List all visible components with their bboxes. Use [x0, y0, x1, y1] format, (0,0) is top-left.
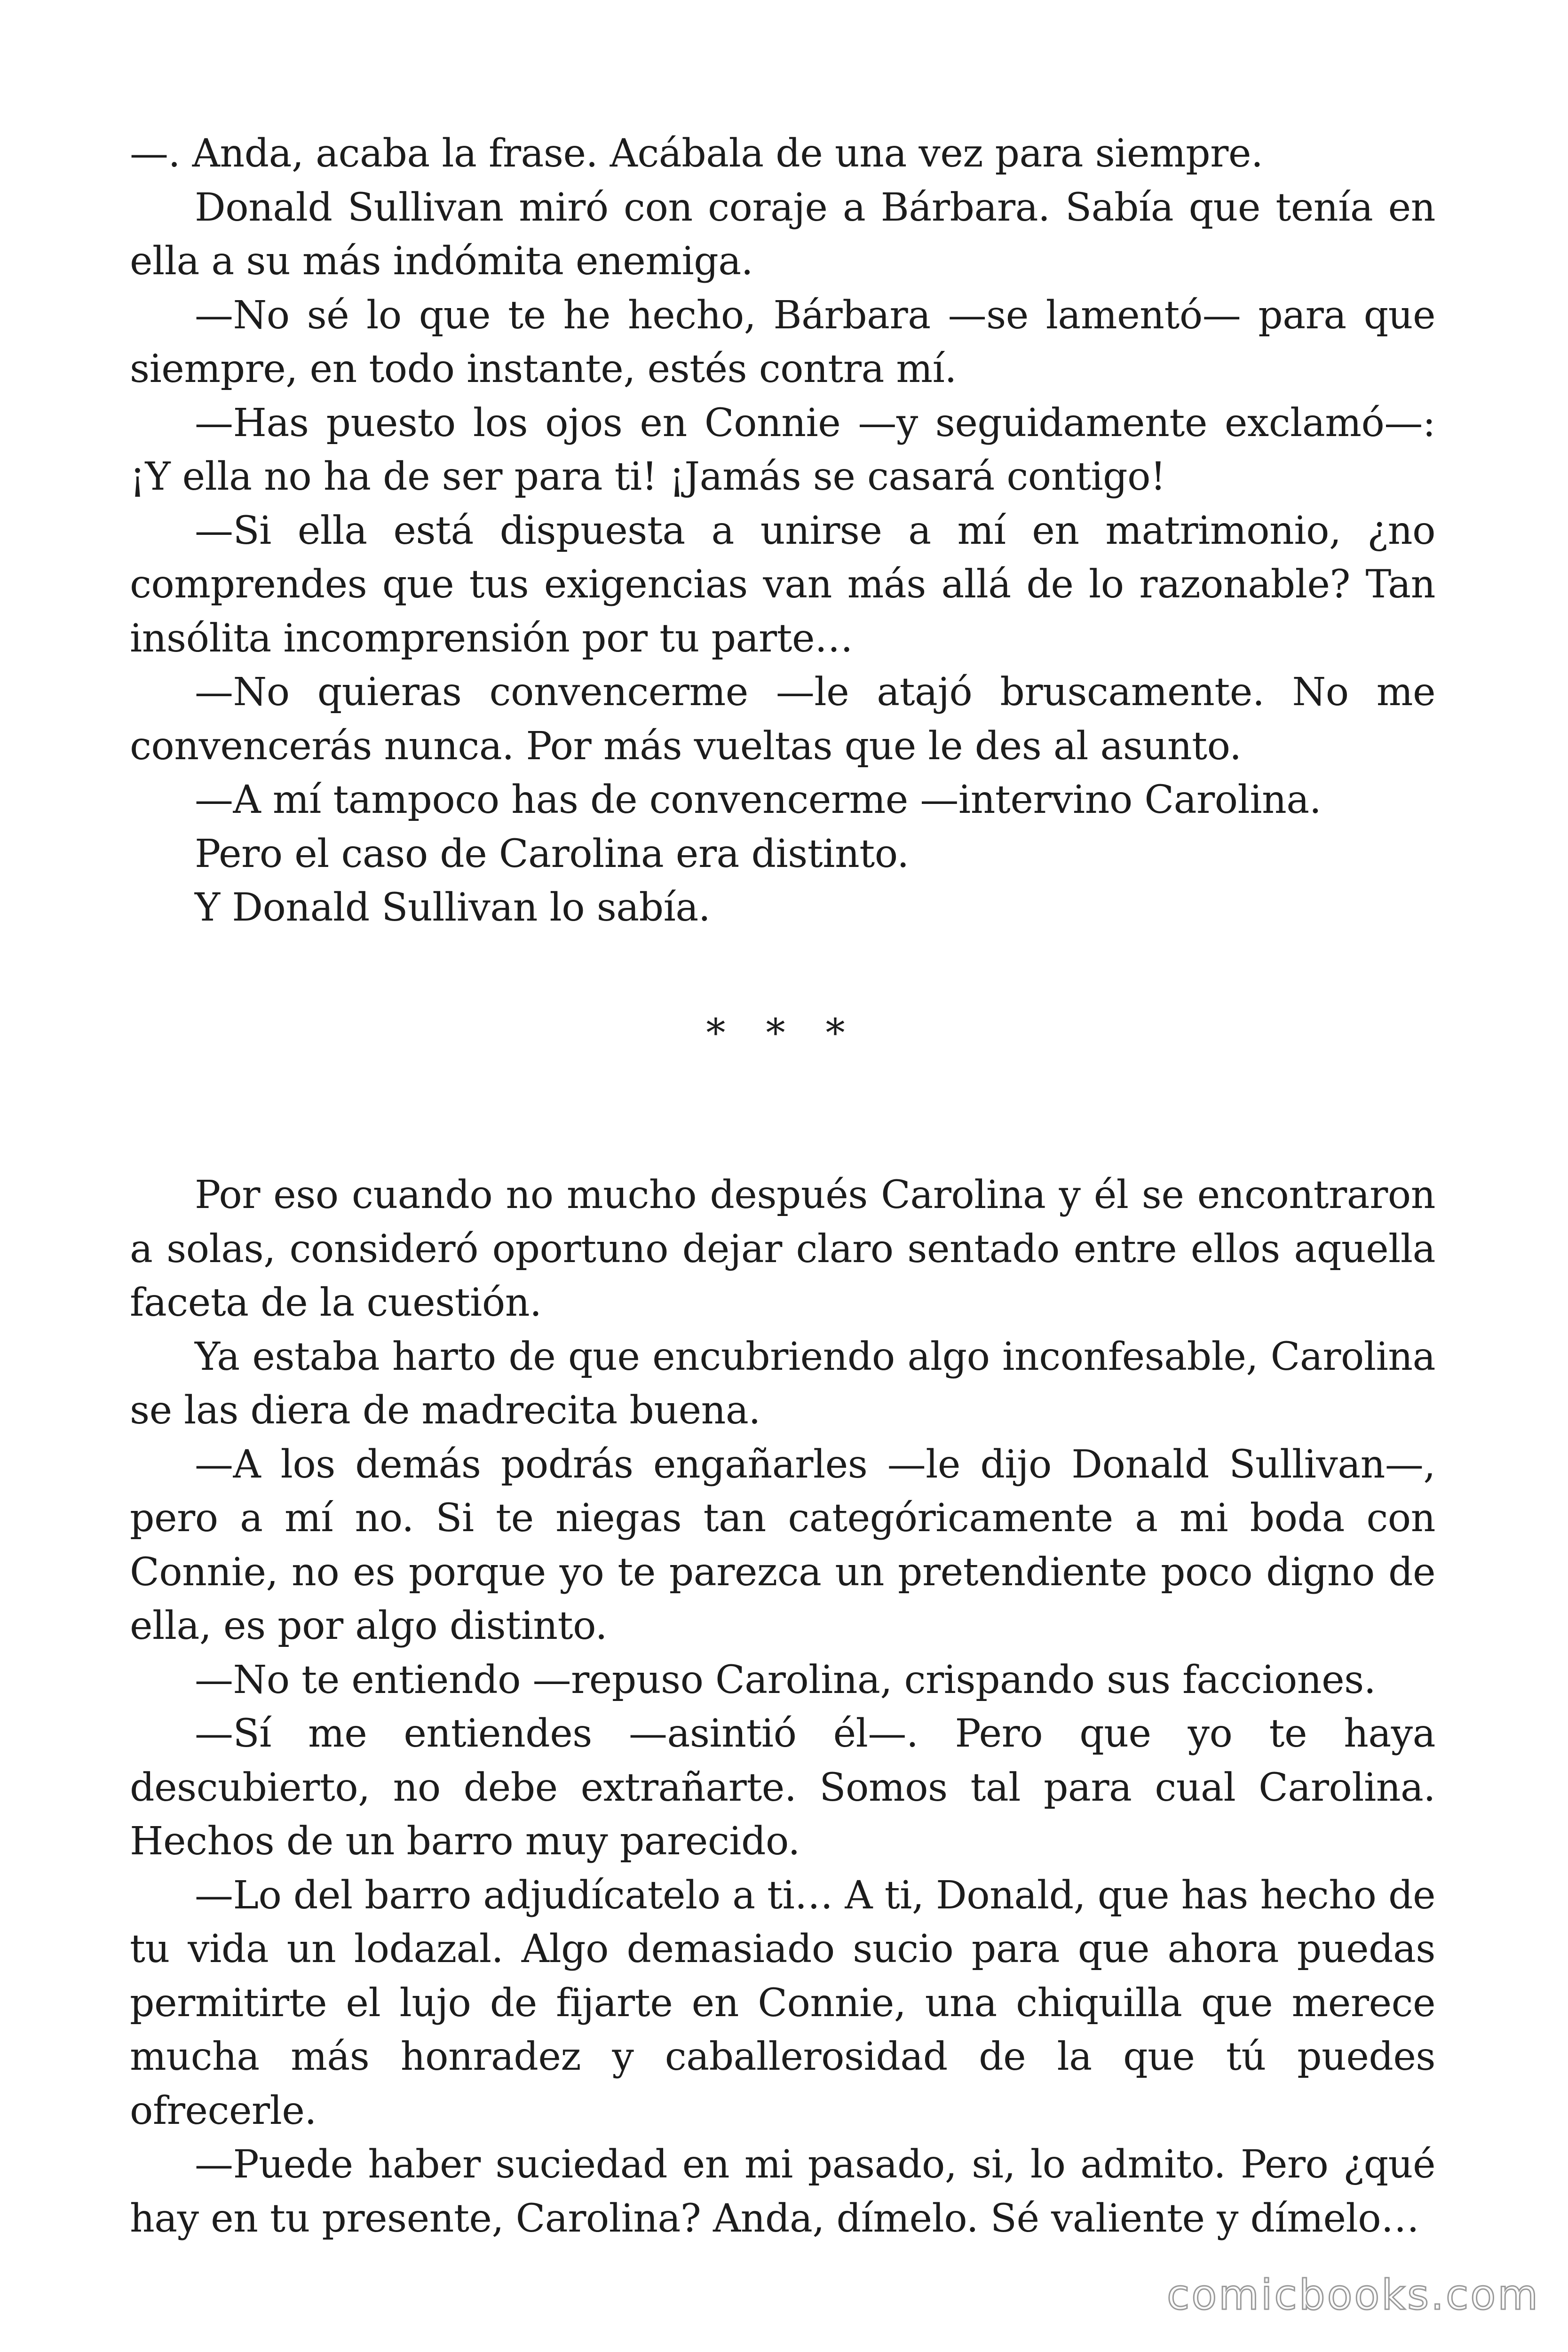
paragraph: —Sí me entiendes —asintió él—. Pero que yo te haya descubierto, no debe extrañarte. Somos tal para cual Carolina. Hechos de un barro muy parecido. [130, 1711, 1435, 1864]
paragraph: Ya estaba harto de que encubriendo algo inconfesable, Carolina se las diera de madrecita buena. [130, 1334, 1435, 1433]
paragraph: —Si ella está dispuesta a unirse a mí en matrimonio, ¿no comprendes que tus exigencias van más allá de lo razonable? Tan insólita incomprensión por tu parte… [130, 508, 1435, 661]
paragraph: Donald Sullivan miró con coraje a Bárbara. Sabía que tenía en ella a su más indómita enemiga. [130, 185, 1435, 284]
paragraph: —. Anda, acaba la frase. Acábala de una vez para siempre. [130, 131, 1263, 176]
paragraph: —Lo del barro adjudícatelo a ti… A ti, Donald, que has hecho de tu vida un lodazal. Algo demasiado sucio para que ahora puedas permitirte el lujo de fijarte en Connie, una chiquilla que merece mucha más honradez y caballerosidad de la que tú puedes ofrecerle. [130, 1873, 1435, 2133]
paragraph: —No quieras convencerme —le atajó bruscamente. No me convencerás nunca. Por más vueltas que le des al asunto. [130, 670, 1435, 769]
section-break [130, 1007, 1435, 1061]
watermark: comicbooks.com [1166, 2271, 1540, 2319]
paragraph: —A los demás podrás engañarles —le dijo Donald Sullivan—, pero a mí no. Si te niegas tan categóricamente a mi boda con Connie, no es porque yo te parezca un pretendiente poco digno de ella, es por algo distinto. [130, 1442, 1435, 1648]
text-block-2 [130, 1168, 1435, 2246]
paragraph: Pero el caso de Carolina era distinto. [195, 831, 909, 876]
paragraph: —A mí tampoco has de convencerme —intervino Carolina. [195, 778, 1322, 822]
paragraph: Y Donald Sullivan lo sabía. [195, 885, 711, 930]
paragraph: Por eso cuando no mucho después Carolina y él se encontraron a solas, consideró oportuno dejar claro sentado entre ellos aquella faceta de la cuestión. [130, 1173, 1435, 1325]
page-body [130, 127, 1435, 2246]
paragraph: —No te entiendo —repuso Carolina, crispando sus facciones. [195, 1657, 1376, 1702]
paragraph: —Has puesto los ojos en Connie —y seguidamente exclamó—: ¡Y ella no ha de ser para ti! ¡Jamás se casará contigo! [130, 400, 1435, 499]
paragraph: —No sé lo que te he hecho, Bárbara —se lamentó— para que siempre, en todo instante, estés contra mí. [130, 293, 1435, 391]
section-separator: * * * [706, 1010, 859, 1056]
paragraph: —Puede haber suciedad en mi pasado, si, lo admito. Pero ¿qué hay en tu presente, Carolina? Anda, dímelo. Sé valiente y dímelo… [130, 2142, 1435, 2241]
text-block-1 [130, 127, 1435, 935]
